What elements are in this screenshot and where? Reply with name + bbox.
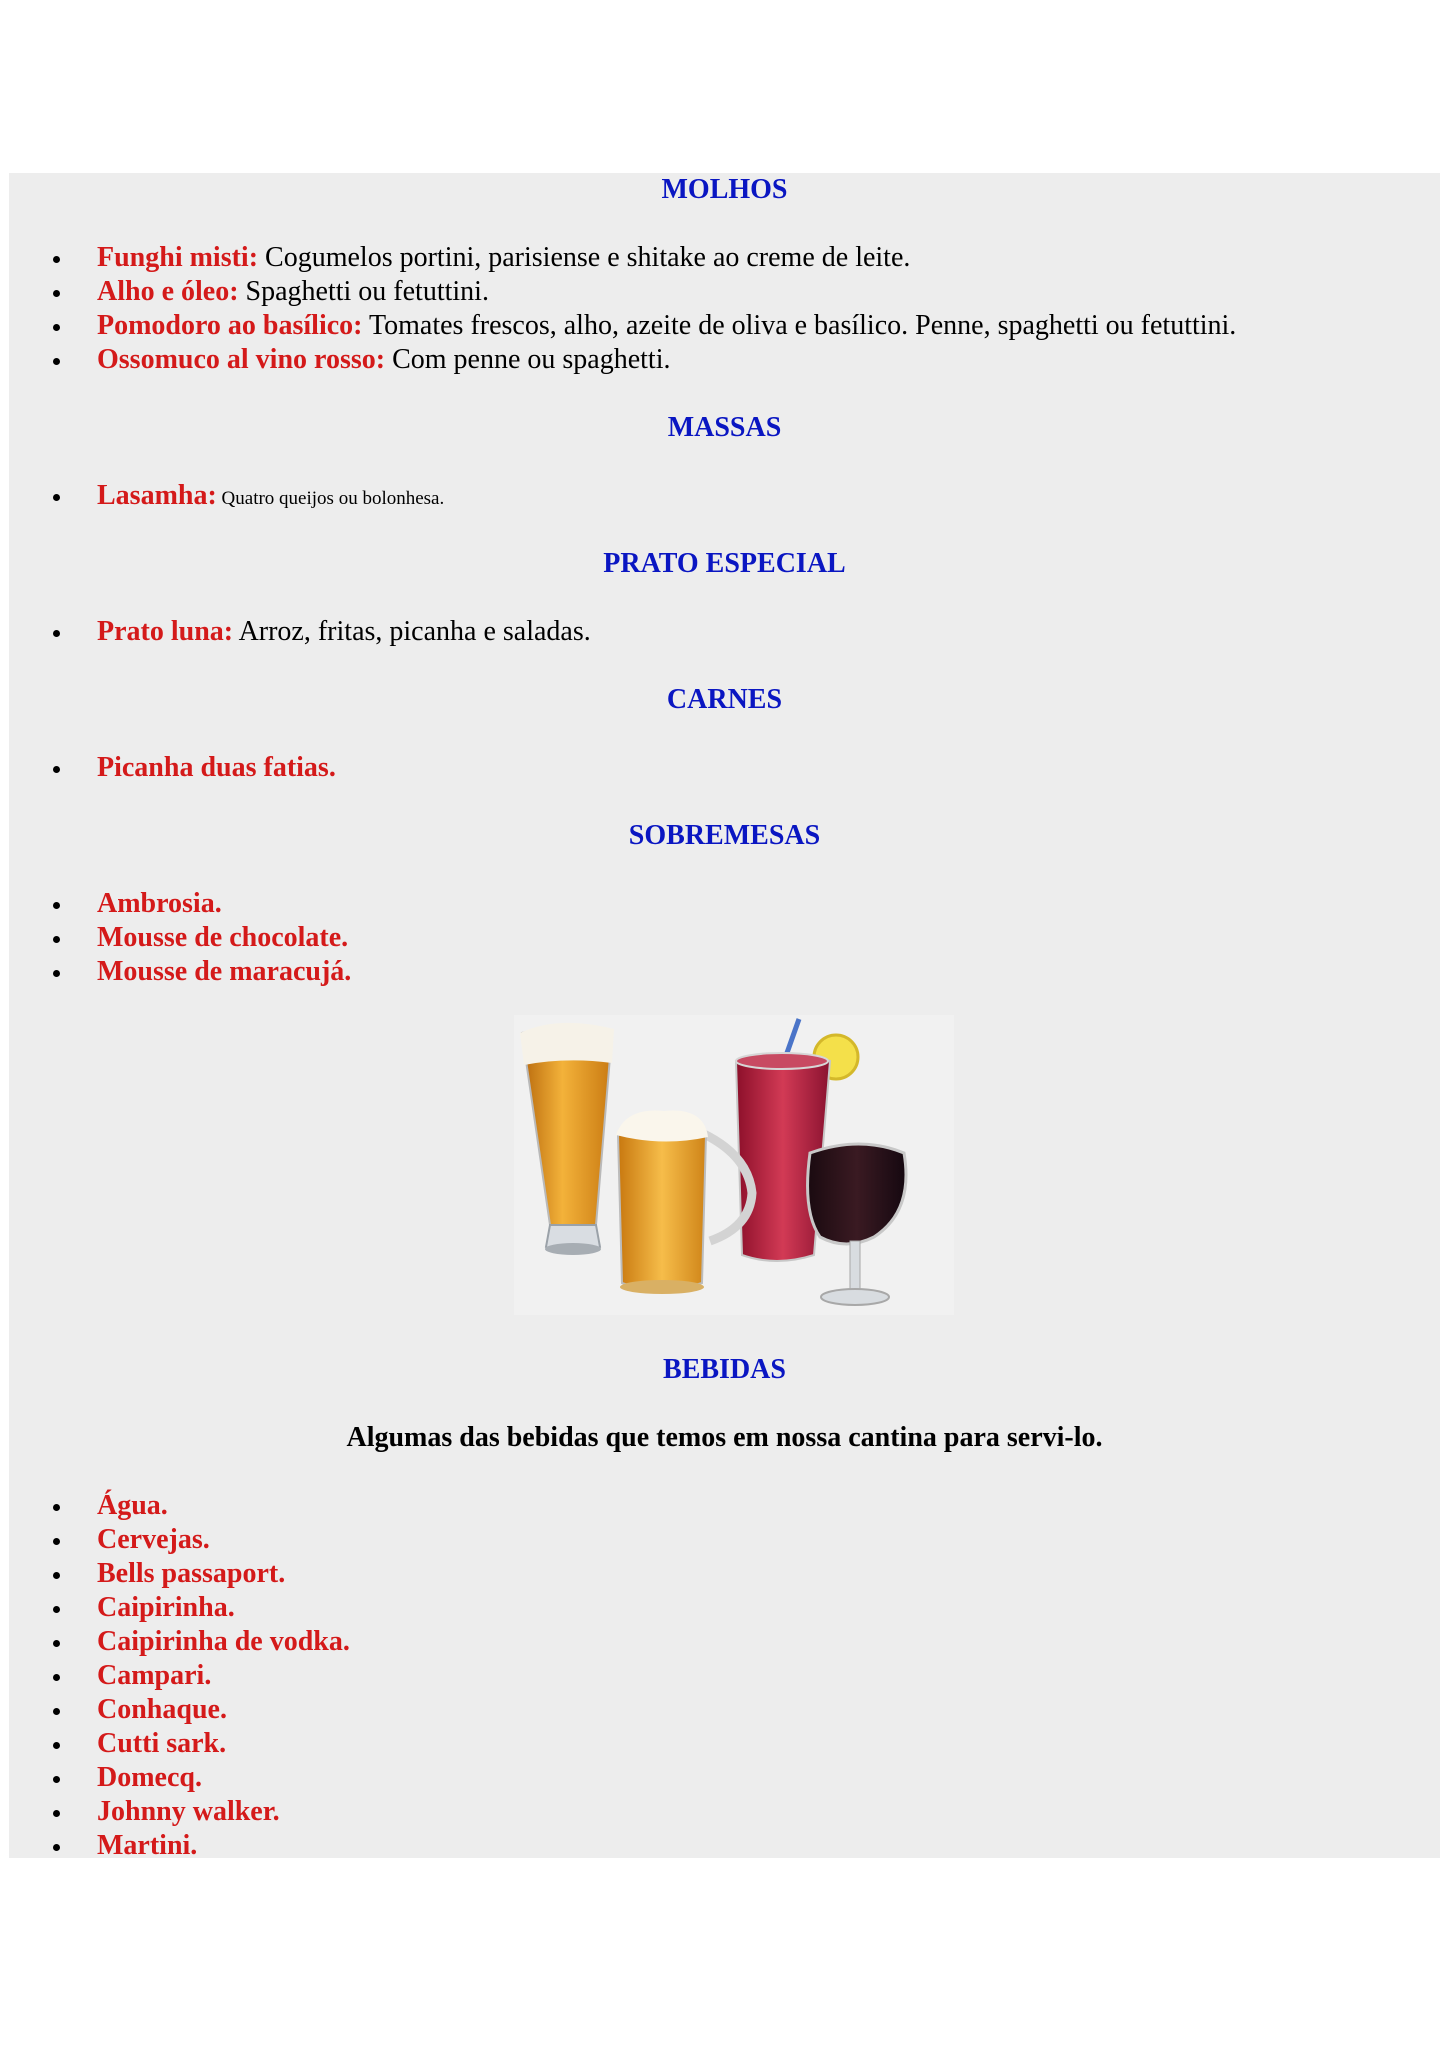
item-name: Pomodoro ao basílico: bbox=[97, 310, 363, 341]
item-description: Arroz, fritas, picanha e saladas. bbox=[233, 616, 591, 647]
drinks-glasses-illustration bbox=[514, 1015, 954, 1315]
bullet-icon bbox=[53, 1674, 60, 1681]
menu-panel bbox=[9, 173, 1440, 1861]
section-heading-massas: MASSAS bbox=[667, 412, 782, 443]
bullet-icon bbox=[53, 1708, 60, 1715]
bullet-icon bbox=[53, 1742, 60, 1749]
list-item bbox=[9, 479, 444, 513]
item-name: Funghi misti: bbox=[97, 242, 259, 273]
item-description: Quatro queijos ou bolonhesa. bbox=[216, 488, 445, 509]
item-name: Ossomuco al vino rosso: bbox=[97, 344, 386, 375]
section-heading-molhos: MOLHOS bbox=[661, 174, 788, 205]
list-item bbox=[9, 887, 351, 921]
item-description: Com penne ou spaghetti. bbox=[385, 344, 671, 375]
list-item bbox=[9, 615, 591, 649]
list-item bbox=[9, 1761, 350, 1795]
bullet-icon bbox=[53, 630, 60, 637]
list-prato-especial bbox=[9, 615, 591, 649]
list-item bbox=[9, 921, 351, 955]
item-name: Ambrosia. bbox=[97, 888, 222, 919]
bullet-icon bbox=[53, 1538, 60, 1545]
item-name: Cervejas. bbox=[97, 1524, 210, 1555]
bullet-icon bbox=[53, 256, 60, 263]
bebidas-subtitle: Algumas das bebidas que temos em nossa cantina para servi-lo. bbox=[346, 1422, 1103, 1453]
list-item bbox=[9, 343, 1236, 377]
item-name: Água. bbox=[97, 1490, 168, 1521]
list-massas bbox=[9, 479, 444, 513]
list-item bbox=[9, 955, 351, 989]
bullet-icon bbox=[53, 1844, 60, 1851]
bullet-icon bbox=[53, 1776, 60, 1783]
bullet-icon bbox=[53, 494, 60, 501]
list-item bbox=[9, 1625, 350, 1659]
list-carnes bbox=[9, 751, 336, 785]
list-item bbox=[9, 1557, 350, 1591]
list-item bbox=[9, 1829, 350, 1863]
item-name: Campari. bbox=[97, 1660, 212, 1691]
bullet-icon bbox=[53, 1504, 60, 1511]
list-item bbox=[9, 1489, 350, 1523]
item-name: Prato luna: bbox=[97, 616, 234, 647]
list-item bbox=[9, 751, 336, 785]
list-item bbox=[9, 1591, 350, 1625]
item-name: Alho e óleo: bbox=[97, 276, 239, 307]
item-name: Bells passaport. bbox=[97, 1558, 286, 1589]
list-item bbox=[9, 309, 1236, 343]
bullet-icon bbox=[53, 766, 60, 773]
list-molhos bbox=[9, 241, 1236, 377]
item-name: Martini. bbox=[97, 1830, 198, 1861]
list-item bbox=[9, 275, 1236, 309]
section-heading-carnes: CARNES bbox=[666, 684, 783, 715]
item-name: Johnny walker. bbox=[97, 1796, 280, 1827]
item-name: Caipirinha. bbox=[97, 1592, 235, 1623]
list-item bbox=[9, 1795, 350, 1829]
section-heading-sobremesas: SOBREMESAS bbox=[628, 820, 821, 851]
bullet-icon bbox=[53, 290, 60, 297]
list-item bbox=[9, 1727, 350, 1761]
bullet-icon bbox=[53, 324, 60, 331]
bullet-icon bbox=[53, 936, 60, 943]
list-item bbox=[9, 1693, 350, 1727]
item-name: Mousse de chocolate. bbox=[97, 922, 349, 953]
list-item bbox=[9, 1659, 350, 1693]
item-name: Mousse de maracujá. bbox=[97, 956, 352, 987]
item-description: Cogumelos portini, parisiense e shitake ao creme de leite. bbox=[258, 242, 911, 273]
item-name: Picanha duas fatias. bbox=[97, 752, 336, 783]
bullet-icon bbox=[53, 1606, 60, 1613]
item-name: Caipirinha de vodka. bbox=[97, 1626, 350, 1657]
bullet-icon bbox=[53, 902, 60, 909]
list-item bbox=[9, 1523, 350, 1557]
section-heading-prato-especial: PRATO ESPECIAL bbox=[603, 548, 846, 579]
section-heading-bebidas: BEBIDAS bbox=[663, 1354, 786, 1385]
item-name: Conhaque. bbox=[97, 1694, 227, 1725]
item-name: Domecq. bbox=[97, 1762, 202, 1793]
item-description: Spaghetti ou fetuttini. bbox=[238, 276, 489, 307]
list-sobremesas bbox=[9, 887, 351, 989]
list-bebidas bbox=[9, 1489, 350, 1863]
item-description: Tomates frescos, alho, azeite de oliva e basílico. Penne, spaghetti ou fetuttini. bbox=[362, 310, 1237, 341]
item-name: Lasamha: bbox=[97, 480, 217, 511]
bullet-icon bbox=[53, 970, 60, 977]
bullet-icon bbox=[53, 358, 60, 365]
list-item bbox=[9, 241, 1236, 275]
bullet-icon bbox=[53, 1640, 60, 1647]
bullet-icon bbox=[53, 1810, 60, 1817]
bullet-icon bbox=[53, 1572, 60, 1579]
item-name: Cutti sark. bbox=[97, 1728, 227, 1759]
